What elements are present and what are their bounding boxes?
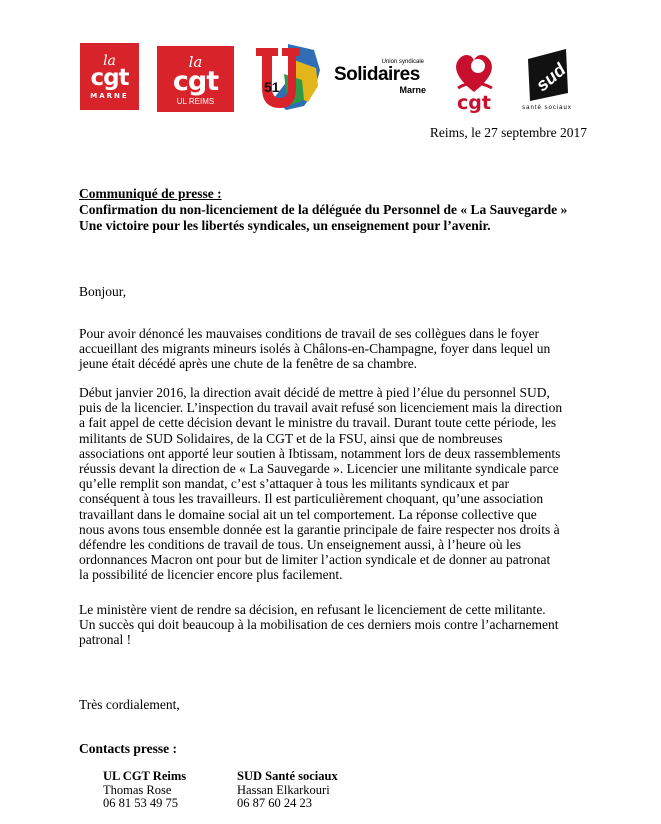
sud-sub: santé sociaux [522, 105, 572, 111]
greeting: Bonjour, [79, 284, 127, 299]
cgt-marne-la: la [103, 53, 116, 69]
paragraph-line: associations ont apporté leur soutien à Ibtissam, notamment lors de deux rassemblements [79, 445, 561, 461]
fsu-51-logo [244, 40, 324, 115]
paragraph-line: a fait appel de cette décision devant le ministre du travail. Durant toute cette période, les [79, 415, 557, 431]
cgt-marne-logo [80, 43, 139, 110]
contact-phone: 06 87 60 24 23 [237, 796, 312, 810]
logo-banner [0, 40, 661, 120]
contact-phone: 06 81 53 49 75 [103, 796, 178, 810]
paragraph-line: réussis devant la direction de « La Sauvegarde ». Licencier une militante syndicale parce [79, 461, 559, 477]
paragraph-line: puis de la licencier. L’inspection du travail avait refusé son licenciement mais la direction [79, 400, 563, 416]
press-release-subtitle: Une victoire pour les libertés syndicales, un enseignement pour l’avenir. [79, 218, 491, 233]
paragraph-line: Un succès qui doit beaucoup à la mobilisation de ces derniers mois contre l’acharnement [79, 617, 559, 633]
sud-sante-sociaux-logo [515, 42, 579, 114]
cgt-sante-graphic [448, 48, 500, 96]
fsu-51-label: 51 [264, 79, 280, 95]
solidaires-name: Solidaires [334, 64, 420, 85]
contact-name: Thomas Rose [103, 782, 172, 797]
paragraph-3 [79, 602, 558, 648]
cgt-reims-sub: UL REIMS [176, 96, 215, 106]
cgt-marne-cgt: cgt [90, 65, 129, 91]
sud-logo-graphic [522, 45, 572, 103]
press-release-title: Confirmation du non-licenciement de la déléguée du Personnel de « La Sauvegarde » [79, 202, 568, 217]
solidaires-marne-logo [334, 47, 426, 107]
cgt-sante-cgt: cgt [457, 92, 491, 114]
cgt-reims-la: la [188, 52, 203, 71]
solidaires-sub: Marne [399, 85, 426, 95]
paragraph-line: accueillant des migrants mineurs isolés à Châlons-en-Champagne, foyer dans lequel un [79, 341, 551, 357]
cgt-ul-reims-logo [157, 46, 234, 112]
paragraph-line: Le ministère vient de rendre sa décision, en refusant le licenciement de cette militante. [79, 602, 546, 617]
paragraph-line: ordonnances Macron ont pour but de limiter l’action syndicale et de donner au patronat [79, 552, 551, 568]
paragraph-line: patronal ! [79, 632, 132, 648]
paragraph-line: conséquent à tous les travailleurs. Il est particulièrement choquant, qu’une association [79, 491, 544, 507]
contact-org: UL CGT Reims [103, 769, 187, 783]
press-release-label: Communiqué de presse : [79, 186, 222, 201]
letter-date: Reims, le 27 septembre 2017 [429, 125, 587, 140]
paragraph-line: Pour avoir dénoncé les mauvaises conditions de travail de ses collègues dans le foyer [79, 326, 539, 341]
solidaires-union: Union syndicale [381, 59, 424, 65]
paragraph-line: travaillant dans le domaine social ait un tel comportement. La réponse collective que [79, 506, 537, 522]
contact-card [237, 770, 338, 811]
cgt-marne-sub: MARNE [90, 92, 129, 100]
fsu-logo-graphic [244, 40, 324, 115]
sud-name: sud [532, 59, 570, 96]
paragraph-line: Début janvier 2016, la direction avait décidé de mettre à pied l’élue du personnel SUD, [79, 385, 550, 400]
paragraph-line: qu’elle remplit son mandat, c’est s’attaquer à tous les militants syndicaux et par [79, 476, 510, 492]
contact-card [103, 770, 186, 811]
paragraph-1 [79, 326, 550, 372]
contacts-heading: Contacts presse : [79, 741, 177, 756]
cgt-reims-cgt: cgt [172, 65, 219, 97]
contact-name: Hassan Elkarkouri [237, 782, 330, 797]
paragraph-line: défendre les conditions de travail de tous. Un enseignement aussi, à l’heure où les [79, 537, 521, 553]
contact-org: SUD Santé sociaux [237, 769, 338, 783]
cgt-sante-logo [446, 46, 502, 116]
paragraph-line: la possibilité de licencier encore plus facilement. [79, 567, 343, 583]
closing: Très cordialement, [79, 697, 180, 712]
paragraph-line: militants de SUD Solidaires, de la CGT et de la FSU, ainsi que de nombreuses [79, 430, 503, 446]
paragraph-line: nous avons tous ensemble donnée est la garantie principale de faire respecter nos droits à [79, 521, 560, 537]
paragraph-2 [79, 385, 562, 583]
paragraph-line: jeune était décédé après une chute de la fenêtre de sa chambre. [79, 356, 418, 372]
